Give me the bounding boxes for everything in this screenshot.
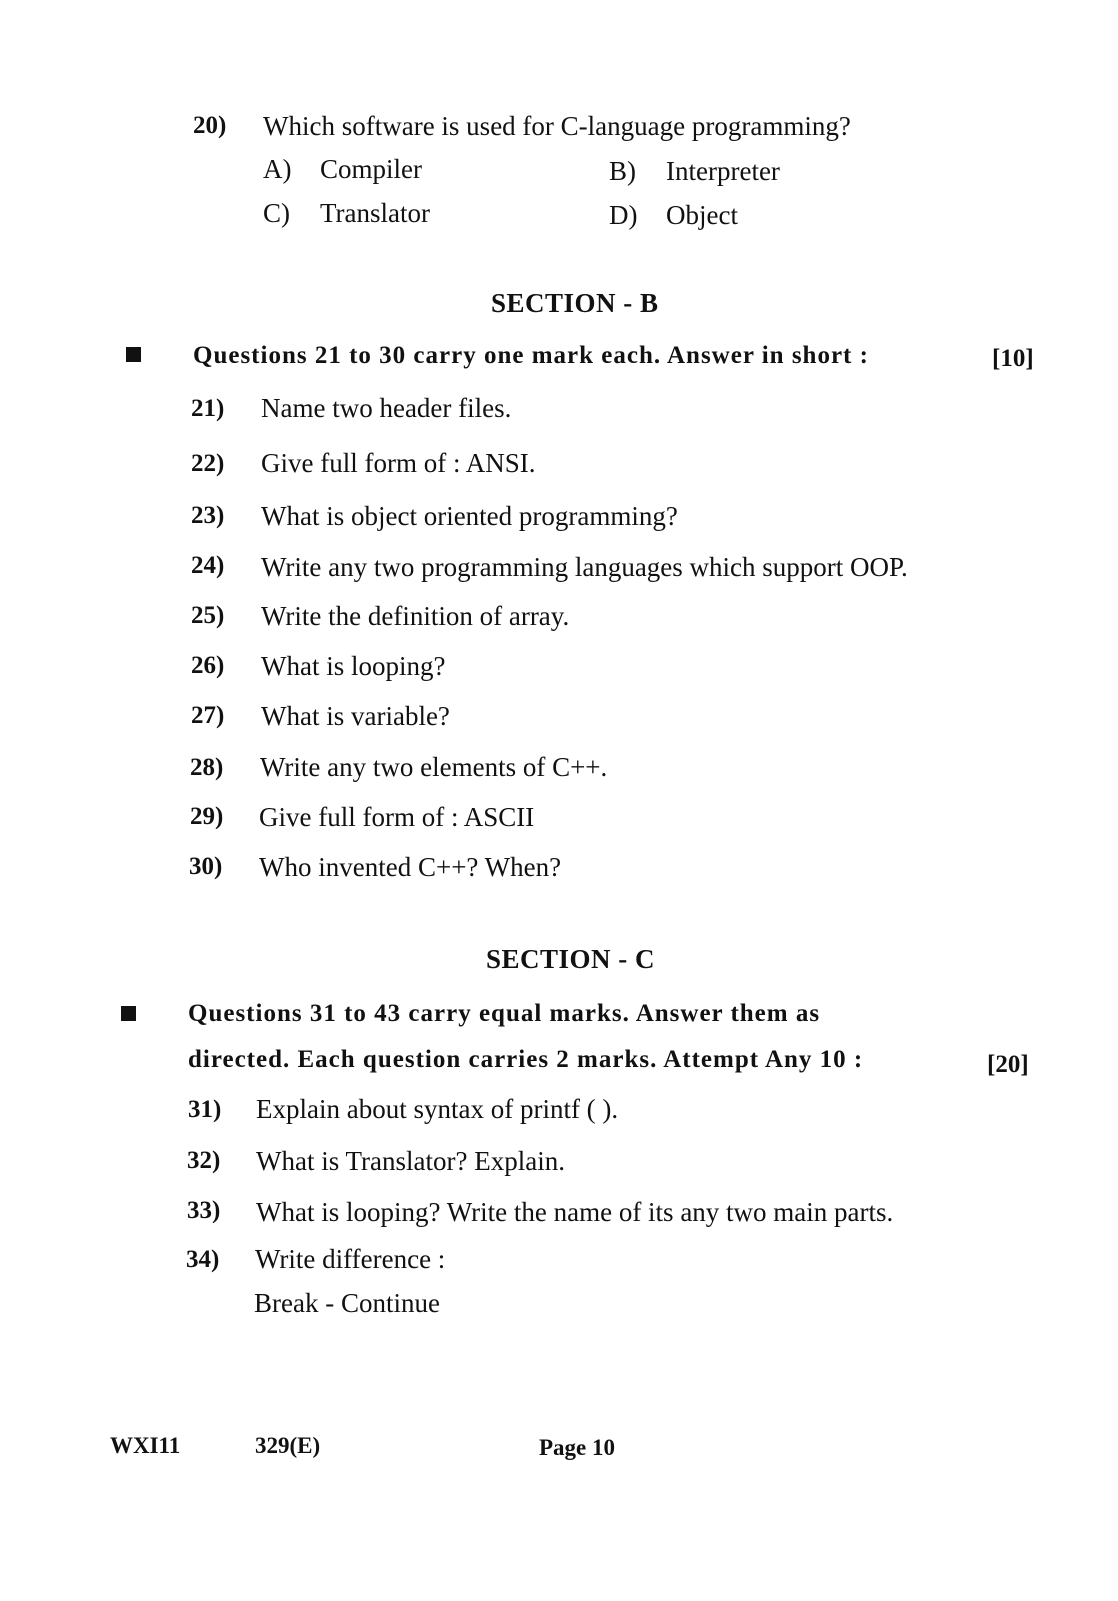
- bullet-square-icon: [121, 1006, 136, 1021]
- question-number: 34): [186, 1246, 220, 1273]
- question-number: 26): [191, 652, 225, 679]
- option-text: Compiler: [320, 154, 422, 184]
- option-letter: B): [609, 156, 636, 186]
- option-letter: D): [609, 200, 638, 230]
- section-b-instruction: Questions 21 to 30 carry one mark each. Answer in short :: [193, 342, 869, 369]
- option-text: Interpreter: [666, 156, 780, 186]
- question-number: 27): [191, 702, 225, 729]
- question-number: 25): [191, 602, 225, 629]
- question-subtext: Break - Continue: [254, 1288, 440, 1318]
- footer-page-number: Page 10: [539, 1435, 616, 1460]
- question-text: Explain about syntax of printf ( ).: [256, 1094, 619, 1124]
- question-text: Give full form of : ASCII: [259, 802, 535, 832]
- question-text: Write difference :: [255, 1244, 446, 1274]
- question-text: What is Translator? Explain.: [256, 1146, 565, 1176]
- option-letter: A): [263, 154, 292, 184]
- question-number: 32): [187, 1147, 221, 1174]
- bullet-square-icon: [126, 347, 141, 362]
- section-b-title: SECTION - B: [491, 288, 659, 318]
- question-number: 30): [189, 853, 223, 880]
- question-text: What is object oriented programming?: [261, 501, 678, 531]
- question-number: 20): [193, 112, 227, 139]
- section-c-title: SECTION - C: [486, 944, 656, 974]
- option-letter: C): [263, 198, 290, 228]
- footer-paper-number: 329(E): [255, 1433, 321, 1458]
- question-number: 21): [191, 395, 225, 422]
- question-number: 23): [191, 502, 225, 529]
- question-text: Give full form of : ANSI.: [261, 448, 536, 478]
- option-text: Object: [666, 200, 738, 230]
- question-number: 31): [188, 1096, 222, 1123]
- question-number: 22): [191, 450, 225, 477]
- question-text: Write the definition of array.: [261, 601, 570, 631]
- question-text: Who invented C++? When?: [259, 852, 562, 882]
- section-c-instruction-line2: directed. Each question carries 2 marks. Attempt Any 10 :: [188, 1046, 864, 1073]
- question-text: Name two header files.: [261, 393, 512, 423]
- question-text: Write any two programming languages which support OOP.: [261, 552, 908, 582]
- section-c-marks: [20]: [987, 1051, 1029, 1078]
- question-text: Which software is used for C-language programming?: [263, 111, 851, 141]
- footer-code: WXI11: [110, 1433, 181, 1458]
- question-text: Write any two elements of C++.: [260, 752, 608, 782]
- section-b-marks: [10]: [992, 345, 1034, 372]
- question-number: 29): [190, 803, 224, 830]
- question-number: 33): [187, 1197, 221, 1224]
- question-text: What is looping?: [261, 651, 446, 681]
- section-c-instruction-line1: Questions 31 to 43 carry equal marks. Answer them as: [188, 1000, 821, 1027]
- question-number: 24): [191, 552, 225, 579]
- question-text: What is looping? Write the name of its any two main parts.: [256, 1197, 894, 1227]
- option-text: Translator: [320, 198, 431, 228]
- question-number: 28): [190, 754, 224, 781]
- question-text: What is variable?: [261, 701, 450, 731]
